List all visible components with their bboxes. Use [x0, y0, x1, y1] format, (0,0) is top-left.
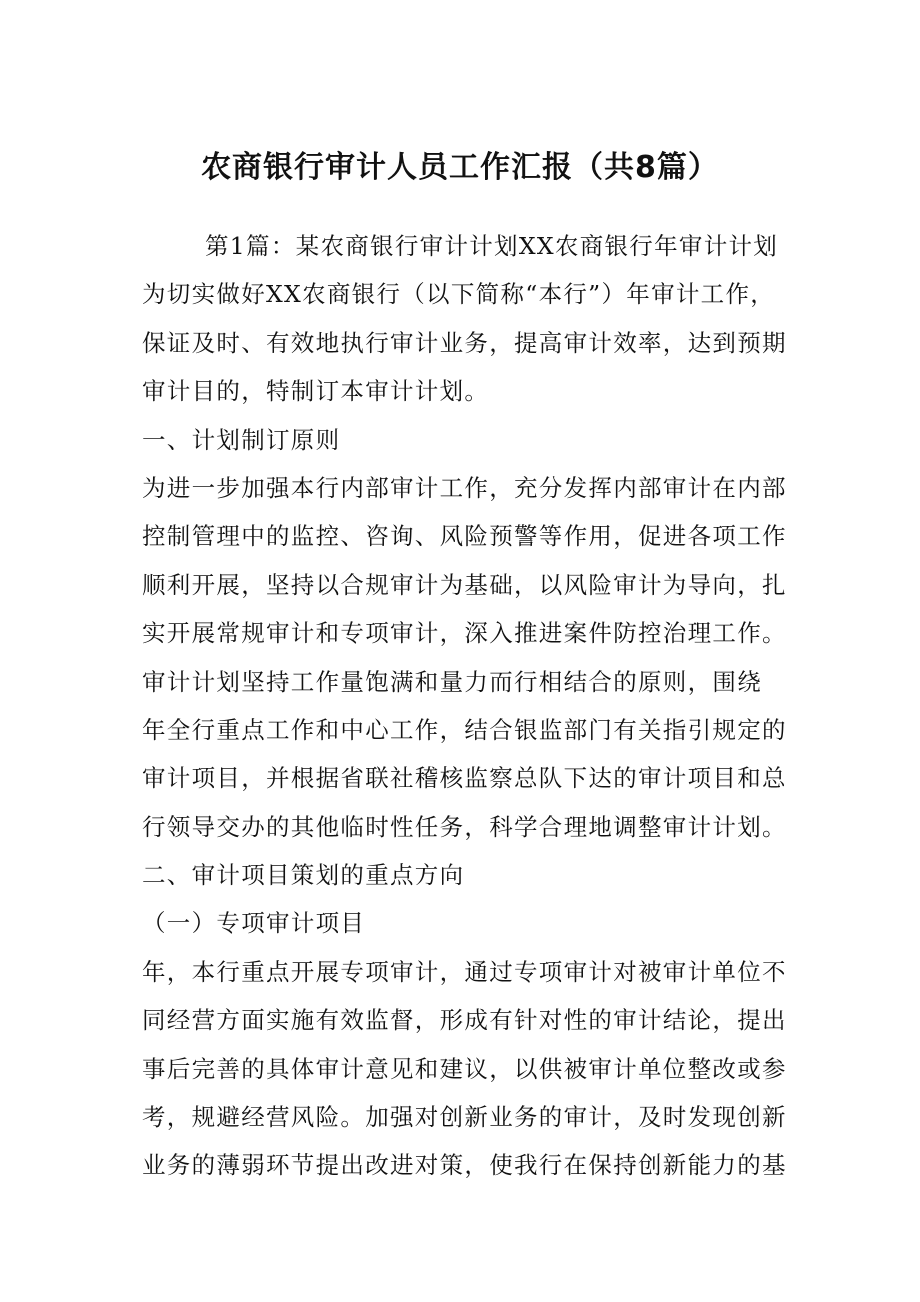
subsection-heading: （一）专项审计项目 [142, 909, 366, 938]
document-title: 农商银行审计人员工作汇报（共8篇） [201, 150, 719, 185]
paragraph-line: 行领导交办的其他临时性任务，科学合理地调整审计计划。 [142, 812, 787, 841]
paragraph-line: 实开展常规审计和专项审计，深入推进案件防控治理工作。 [142, 619, 787, 648]
paragraph-line: 考，规避经营风险。加强对创新业务的审计，及时发现创新 [142, 1103, 787, 1132]
paragraph-line: 顺利开展，坚持以合规审计为基础，以风险审计为导向，扎 [142, 570, 787, 599]
paragraph-line: 业务的薄弱环节提出改进对策，使我行在保持创新能力的基 [142, 1151, 787, 1180]
paragraph-line: 审计计划坚持工作量饱满和量力而行相结合的原则，围绕 [142, 667, 762, 696]
paragraph-line: 为切实做好XX农商银行（以下简称“本行”）年审计工作， [142, 280, 776, 309]
paragraph-line: 年全行重点工作和中心工作，结合银监部门有关指引规定的 [142, 715, 787, 744]
paragraph-line: 保证及时、有效地执行审计业务，提高审计效率，达到预期 [142, 328, 787, 357]
section-heading: 二、审计项目策划的重点方向 [142, 861, 465, 890]
paragraph-line: 为进一步加强本行内部审计工作，充分发挥内部审计在内部 [142, 473, 787, 502]
section-heading: 一、计划制订原则 [142, 425, 341, 454]
paragraph-line: 控制管理中的监控、咨询、风险预警等作用，促进各项工作 [142, 522, 787, 551]
paragraph-line: 审计项目，并根据省联社稽核监察总队下达的审计项目和总 [142, 764, 787, 793]
paragraph-line: 年，本行重点开展专项审计，通过专项审计对被审计单位不 [142, 957, 787, 986]
document-body [142, 222, 792, 1190]
paragraph-line: 事后完善的具体审计意见和建议，以供被审计单位整改或参 [142, 1054, 787, 1083]
paragraph-line: 第1篇：某农商银行审计计划XX农商银行年审计计划 [205, 232, 779, 260]
paragraph-line: 审计目的，特制订本审计计划。 [142, 377, 490, 406]
paragraph-line: 同经营方面实施有效监督，形成有针对性的审计结论，提出 [142, 1006, 787, 1035]
